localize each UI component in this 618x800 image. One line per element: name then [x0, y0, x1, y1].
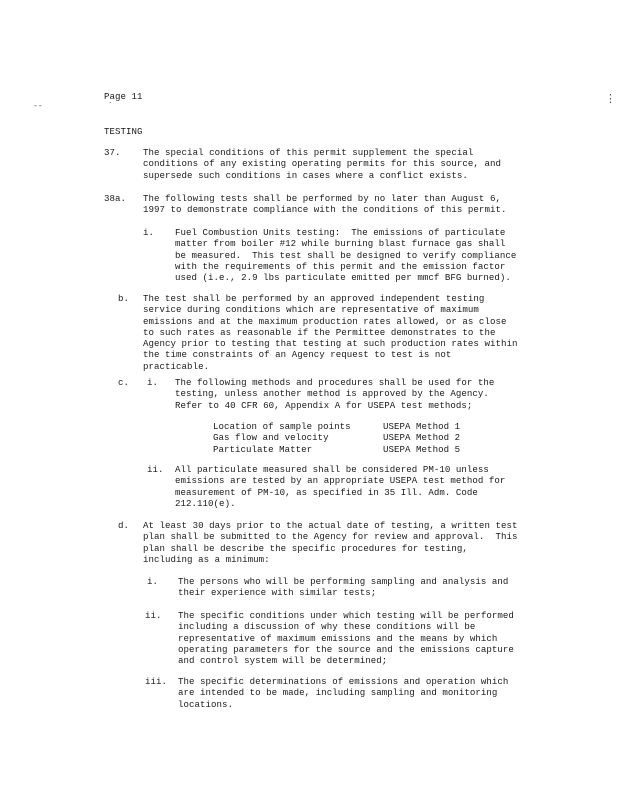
paragraph-line: emissions are tested by an appropriate USEPA test method for — [175, 475, 506, 487]
paragraph-line: plan shall be submitted to the Agency for review and approval. This — [143, 531, 518, 543]
test-methods-label: Particulate Matter — [213, 443, 313, 455]
tick-mark: ` — [108, 102, 113, 111]
paragraph-line: be measured. This test shall be designed to verify compliance — [175, 249, 517, 261]
paragraph-line: 212.110(e). — [175, 497, 236, 509]
item-d-i-number: i. — [147, 576, 159, 587]
item-38a-i-number: i. — [143, 227, 155, 238]
paragraph-line: the time constraints of an Agency request to test is not — [143, 349, 452, 361]
item-d-iii — [178, 676, 508, 710]
paragraph-d — [143, 520, 518, 565]
paragraph-line: The persons who will be performing sampling and analysis and — [178, 576, 509, 587]
paragraph-line: Refer to 40 CFR 60, Appendix A for USEPA test methods; — [175, 399, 473, 411]
page-number-label: Page 11 — [104, 91, 143, 102]
paragraph-line: practicable. — [143, 360, 210, 372]
paragraph-line: The specific determinations of emissions and operation which — [178, 676, 509, 687]
paragraph-line: emissions and at the maximum production rates allowed, or as close — [143, 315, 507, 327]
paragraph-line: service during conditions which are representative of maximum — [143, 304, 479, 316]
item-d-iii-number: iii. — [145, 676, 168, 687]
paragraph-line: are intended to be made, including sampling and monitoring — [178, 687, 498, 699]
item-d-i — [178, 576, 508, 599]
paragraph-b — [143, 293, 518, 372]
paragraph-line: All particulate measured shall be considered PM-10 unless — [175, 464, 489, 475]
paragraph-38a-number: 38a. — [104, 193, 127, 204]
paragraph-line: matter from boiler #12 while burning blast furnace gas shall — [175, 238, 506, 250]
paragraph-line: 1997 to demonstrate compliance with the conditions of this permit. — [143, 204, 507, 216]
paragraph-line: including a discussion of why these conditions will be — [178, 621, 476, 633]
test-methods-label: Gas flow and velocity — [213, 432, 329, 444]
test-methods-method: USEPA Method 2 — [383, 432, 461, 444]
paragraph-line: measurement of PM-10, as specified in 35 Ill. Adm. Code — [175, 486, 478, 498]
test-methods-method: USEPA Method 5 — [383, 443, 461, 455]
paragraph-line: operating parameters for the source and the emissions capture — [178, 643, 514, 655]
paragraph-line: The following methods and procedures shall be used for the — [175, 377, 495, 388]
item-c-i-number: i. — [147, 377, 159, 388]
item-c-ii-number: ii. — [147, 464, 164, 475]
section-title: TESTING — [104, 126, 143, 137]
paragraph-line: plan shall be describe the specific procedures for testing, — [143, 542, 468, 554]
paragraph-line: The specific conditions under which testing will be performed — [178, 610, 514, 621]
paragraph-line: The following tests shall be performed by no later than August 6, — [143, 193, 501, 204]
paragraph-b-number: b. — [118, 293, 130, 304]
item-38a-i — [175, 227, 516, 283]
paragraph-line: including as a minimum: — [143, 553, 270, 565]
paragraph-line: locations. — [178, 698, 234, 710]
item-d-ii-number: ii. — [145, 610, 162, 621]
paragraph-37 — [143, 147, 501, 181]
paragraph-38a — [143, 193, 506, 216]
paragraph-line: conditions of any existing operating permits for this source, and — [143, 158, 501, 170]
paragraph-line: and control system will be determined; — [178, 655, 388, 667]
test-methods-method: USEPA Method 1 — [383, 421, 461, 432]
paragraph-line: supersede such conditions in cases where a conflict exists. — [143, 169, 468, 181]
paragraph-line: representative of maximum emissions and the means by which — [178, 632, 498, 644]
margin-dash-mark: -- — [33, 102, 43, 111]
item-c-ii — [175, 464, 505, 509]
paragraph-line: to such rates as reasonable if the Permittee demonstrates to the — [143, 326, 496, 338]
item-d-ii — [178, 610, 514, 666]
paragraph-line: The special conditions of this permit supplement the special — [143, 147, 474, 158]
paragraph-line: with the requirements of this permit and the emission factor — [175, 260, 506, 272]
paragraph-37-number: 37. — [104, 147, 121, 158]
test-methods-label: Location of sample points — [213, 421, 351, 432]
paragraph-line: testing, unless another method is approved by the Agency. — [175, 388, 489, 400]
paragraph-d-number: d. — [118, 520, 130, 531]
paragraph-line: used (i.e., 2.9 lbs particulate emitted per mmcf BFG burned). — [175, 272, 511, 284]
paragraph-line: their experience with similar tests; — [178, 587, 377, 599]
paragraph-line: Agency prior to testing that testing at such production rates within — [143, 338, 518, 350]
paragraph-line: The test shall be performed by an approved independent testing — [143, 293, 485, 304]
item-c-i — [175, 377, 494, 411]
right-margin-mark: ⋮ — [605, 94, 617, 106]
paragraph-line: At least 30 days prior to the actual date of testing, a written test — [143, 520, 518, 531]
paragraph-c-number: c. — [118, 377, 130, 388]
paragraph-line: Fuel Combustion Units testing: The emissions of particulate — [175, 227, 506, 238]
